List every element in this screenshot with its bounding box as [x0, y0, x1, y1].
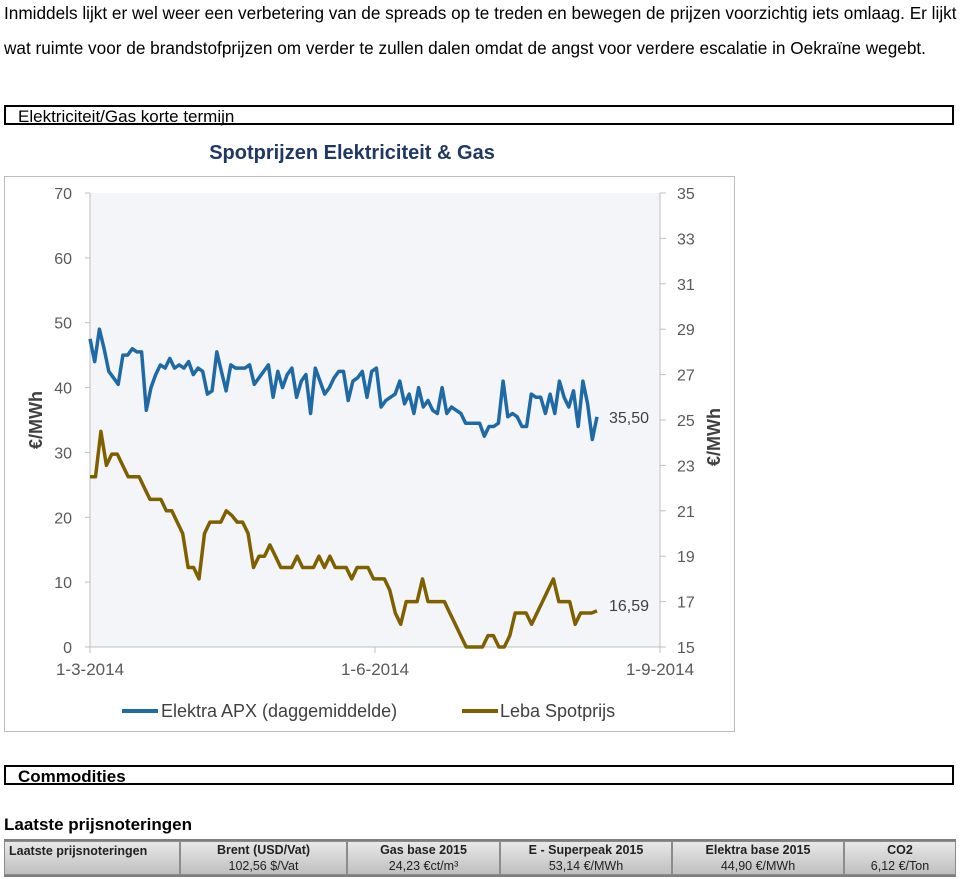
- y-tick-label: 60: [54, 250, 72, 268]
- legend-label-elektra: Elektra APX (daggemiddelde): [161, 701, 398, 721]
- y2-tick-label: 35: [677, 186, 695, 203]
- intro-paragraph: Inmiddels lijkt er wel weer een verbetering van de spreads op te treden en bewegen de prijzen voorzichtig iets omlaag. Er lijkt wat ruimte voor de brandstofprijzen om verder te zullen dalen omdat de angst voor verdere escalatie in Oekraïne wegebt.: [4, 3, 957, 58]
- y2-tick-label: 19: [677, 549, 695, 567]
- y-tick-label: 0: [63, 640, 72, 657]
- chart-title: Spotprijzen Elektriciteit & Gas: [209, 142, 495, 164]
- price-cell-value: 24,23 €ct/m³: [388, 859, 459, 873]
- price-cell-value: 6,12 €/Ton: [870, 859, 930, 873]
- price-cell-label: E - Superpeak 2015: [528, 843, 644, 857]
- price-bar-header-label: Laatste prijsnoteringen: [9, 844, 148, 858]
- y2-axis-title: €/MWh: [704, 408, 724, 466]
- x-tick-label: 1-6-2014: [340, 660, 410, 679]
- y2-tick-label: 17: [677, 594, 695, 612]
- price-cell-co2: [844, 841, 956, 875]
- section-heading-commodities: Commodities: [4, 765, 954, 785]
- price-cell-gas: [347, 841, 500, 875]
- y-axis-title: €/MWh: [26, 391, 46, 449]
- price-cell-value: 44,90 €/MWh: [720, 859, 796, 873]
- legend-label-leba: Leba Spotprijs: [500, 701, 616, 721]
- section-heading-latest-quotes: Laatste prijsnoteringen: [4, 815, 192, 834]
- price-cell-value: 102,56 $/Vat: [228, 859, 299, 873]
- y2-tick-label: 27: [677, 367, 695, 385]
- y2-tick-label: 29: [677, 322, 695, 340]
- y-tick-label: 10: [54, 575, 72, 593]
- x-tick-label: 1-3-2014: [55, 660, 125, 679]
- section-heading-short-term: Elektriciteit/Gas korte termijn: [4, 105, 954, 125]
- y2-tick-label: 31: [677, 276, 695, 294]
- price-cell-elektra-base: [672, 841, 844, 875]
- price-cell-brent: [180, 841, 347, 875]
- y-tick-label: 20: [54, 510, 72, 528]
- y-tick-label: 50: [54, 315, 72, 333]
- price-bar-header: [4, 841, 180, 875]
- price-cell-value: 53,14 €/MWh: [548, 859, 624, 873]
- x-tick-label: 1-9-2014: [625, 660, 695, 679]
- price-quotes-bar: [4, 839, 956, 877]
- price-cell-label: CO2: [887, 843, 913, 857]
- y2-tick-label: 21: [677, 503, 695, 521]
- price-cell-label: Gas base 2015: [380, 843, 467, 857]
- series-end-label: 16,59: [609, 597, 650, 615]
- y2-tick-label: 23: [677, 458, 695, 476]
- y2-tick-label: 15: [677, 640, 695, 657]
- price-cell-label: Elektra base 2015: [705, 843, 811, 857]
- y-tick-label: 30: [54, 445, 72, 463]
- y2-tick-label: 25: [677, 413, 695, 430]
- price-cell-superpeak: [500, 841, 672, 875]
- y2-tick-label: 33: [677, 231, 695, 249]
- price-cell-label: Brent (USD/Vat): [216, 843, 311, 857]
- series-end-label: 35,50: [609, 409, 650, 427]
- y-tick-label: 40: [54, 380, 72, 398]
- y-tick-label: 70: [54, 186, 72, 203]
